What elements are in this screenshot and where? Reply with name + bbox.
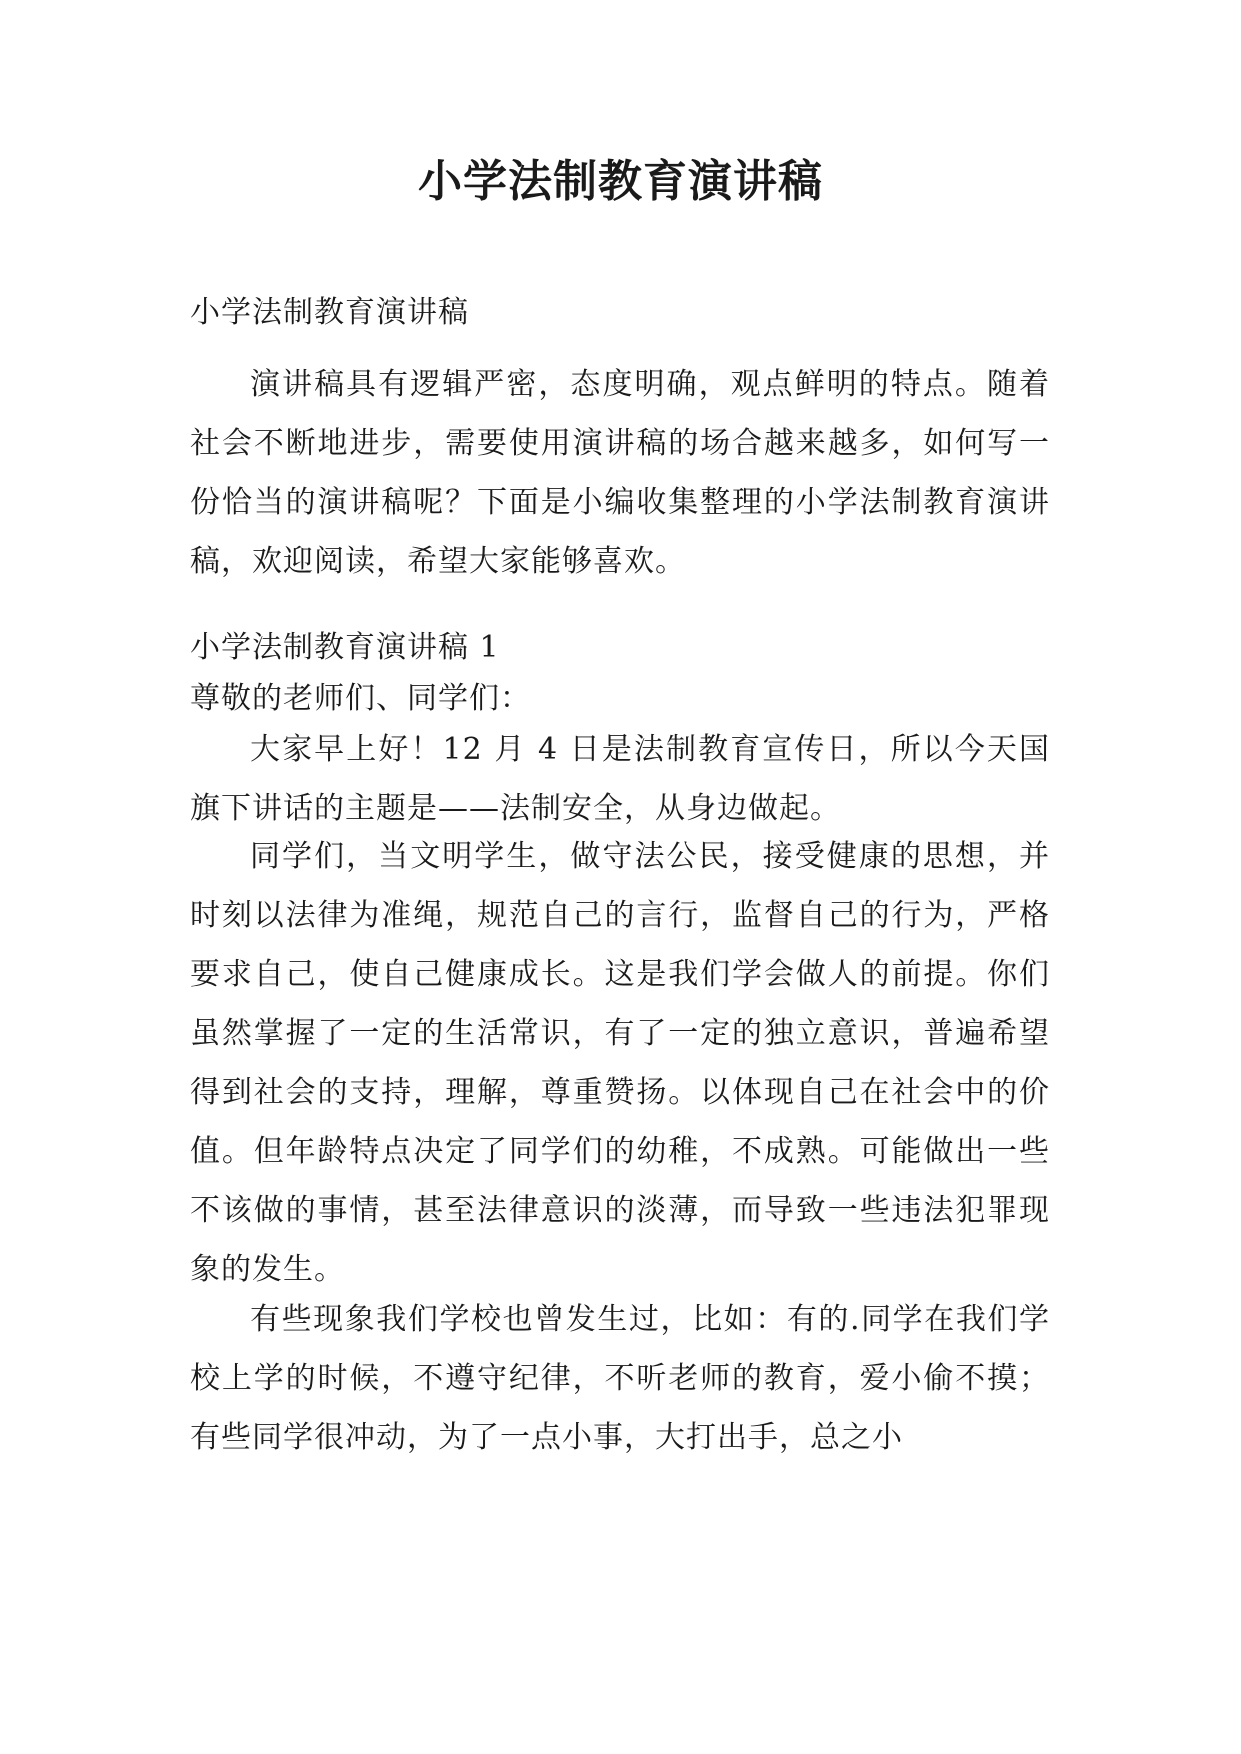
body-paragraph-3: 有些现象我们学校也曾发生过，比如：有的.同学在我们学校上学的时候，不遵守纪律，不听老师的教育，爱小偷不摸；有些同学很冲动，为了一点小事，大打出手，总之小 (190, 1302, 1050, 1455)
intro-paragraph: 演讲稿具有逻辑严密，态度明确，观点鲜明的特点。随着社会不断地进步，需要使用演讲稿的场合越来越多，如何写一份恰当的演讲稿呢？下面是小编收集整理的小学法制教育演讲稿，欢迎阅读，希望大家能够喜欢。 (190, 367, 1050, 579)
document-title: 小学法制教育演讲稿 (418, 156, 823, 207)
section-heading: 小学法制教育演讲稿 1 (190, 630, 500, 665)
greeting-line: 尊敬的老师们、同学们： (190, 681, 531, 716)
body-paragraph-2: 同学们，当文明学生，做守法公民，接受健康的思想，并时刻以法律为准绳，规范自己的言行，监督自己的行为，严格要求自己，使自己健康成长。这是我们学会做人的前提。你们虽然掌握了一定的生活常识，有了一定的独立意识，普遍希望得到社会的支持，理解，尊重赞扬。以体现自己在社会中的价值。但年龄特点决定了同学们的幼稚，不成熟。可能做出一些不该做的事情，甚至法律意识的淡薄，而导致一些违法犯罪现象的发生。 (190, 839, 1050, 1287)
body-paragraph-1: 大家早上好！12 月 4 日是法制教育宣传日，所以今天国旗下讲话的主题是——法制安全，从身边做起。 (190, 732, 1050, 826)
document-subtitle: 小学法制教育演讲稿 (190, 295, 469, 330)
